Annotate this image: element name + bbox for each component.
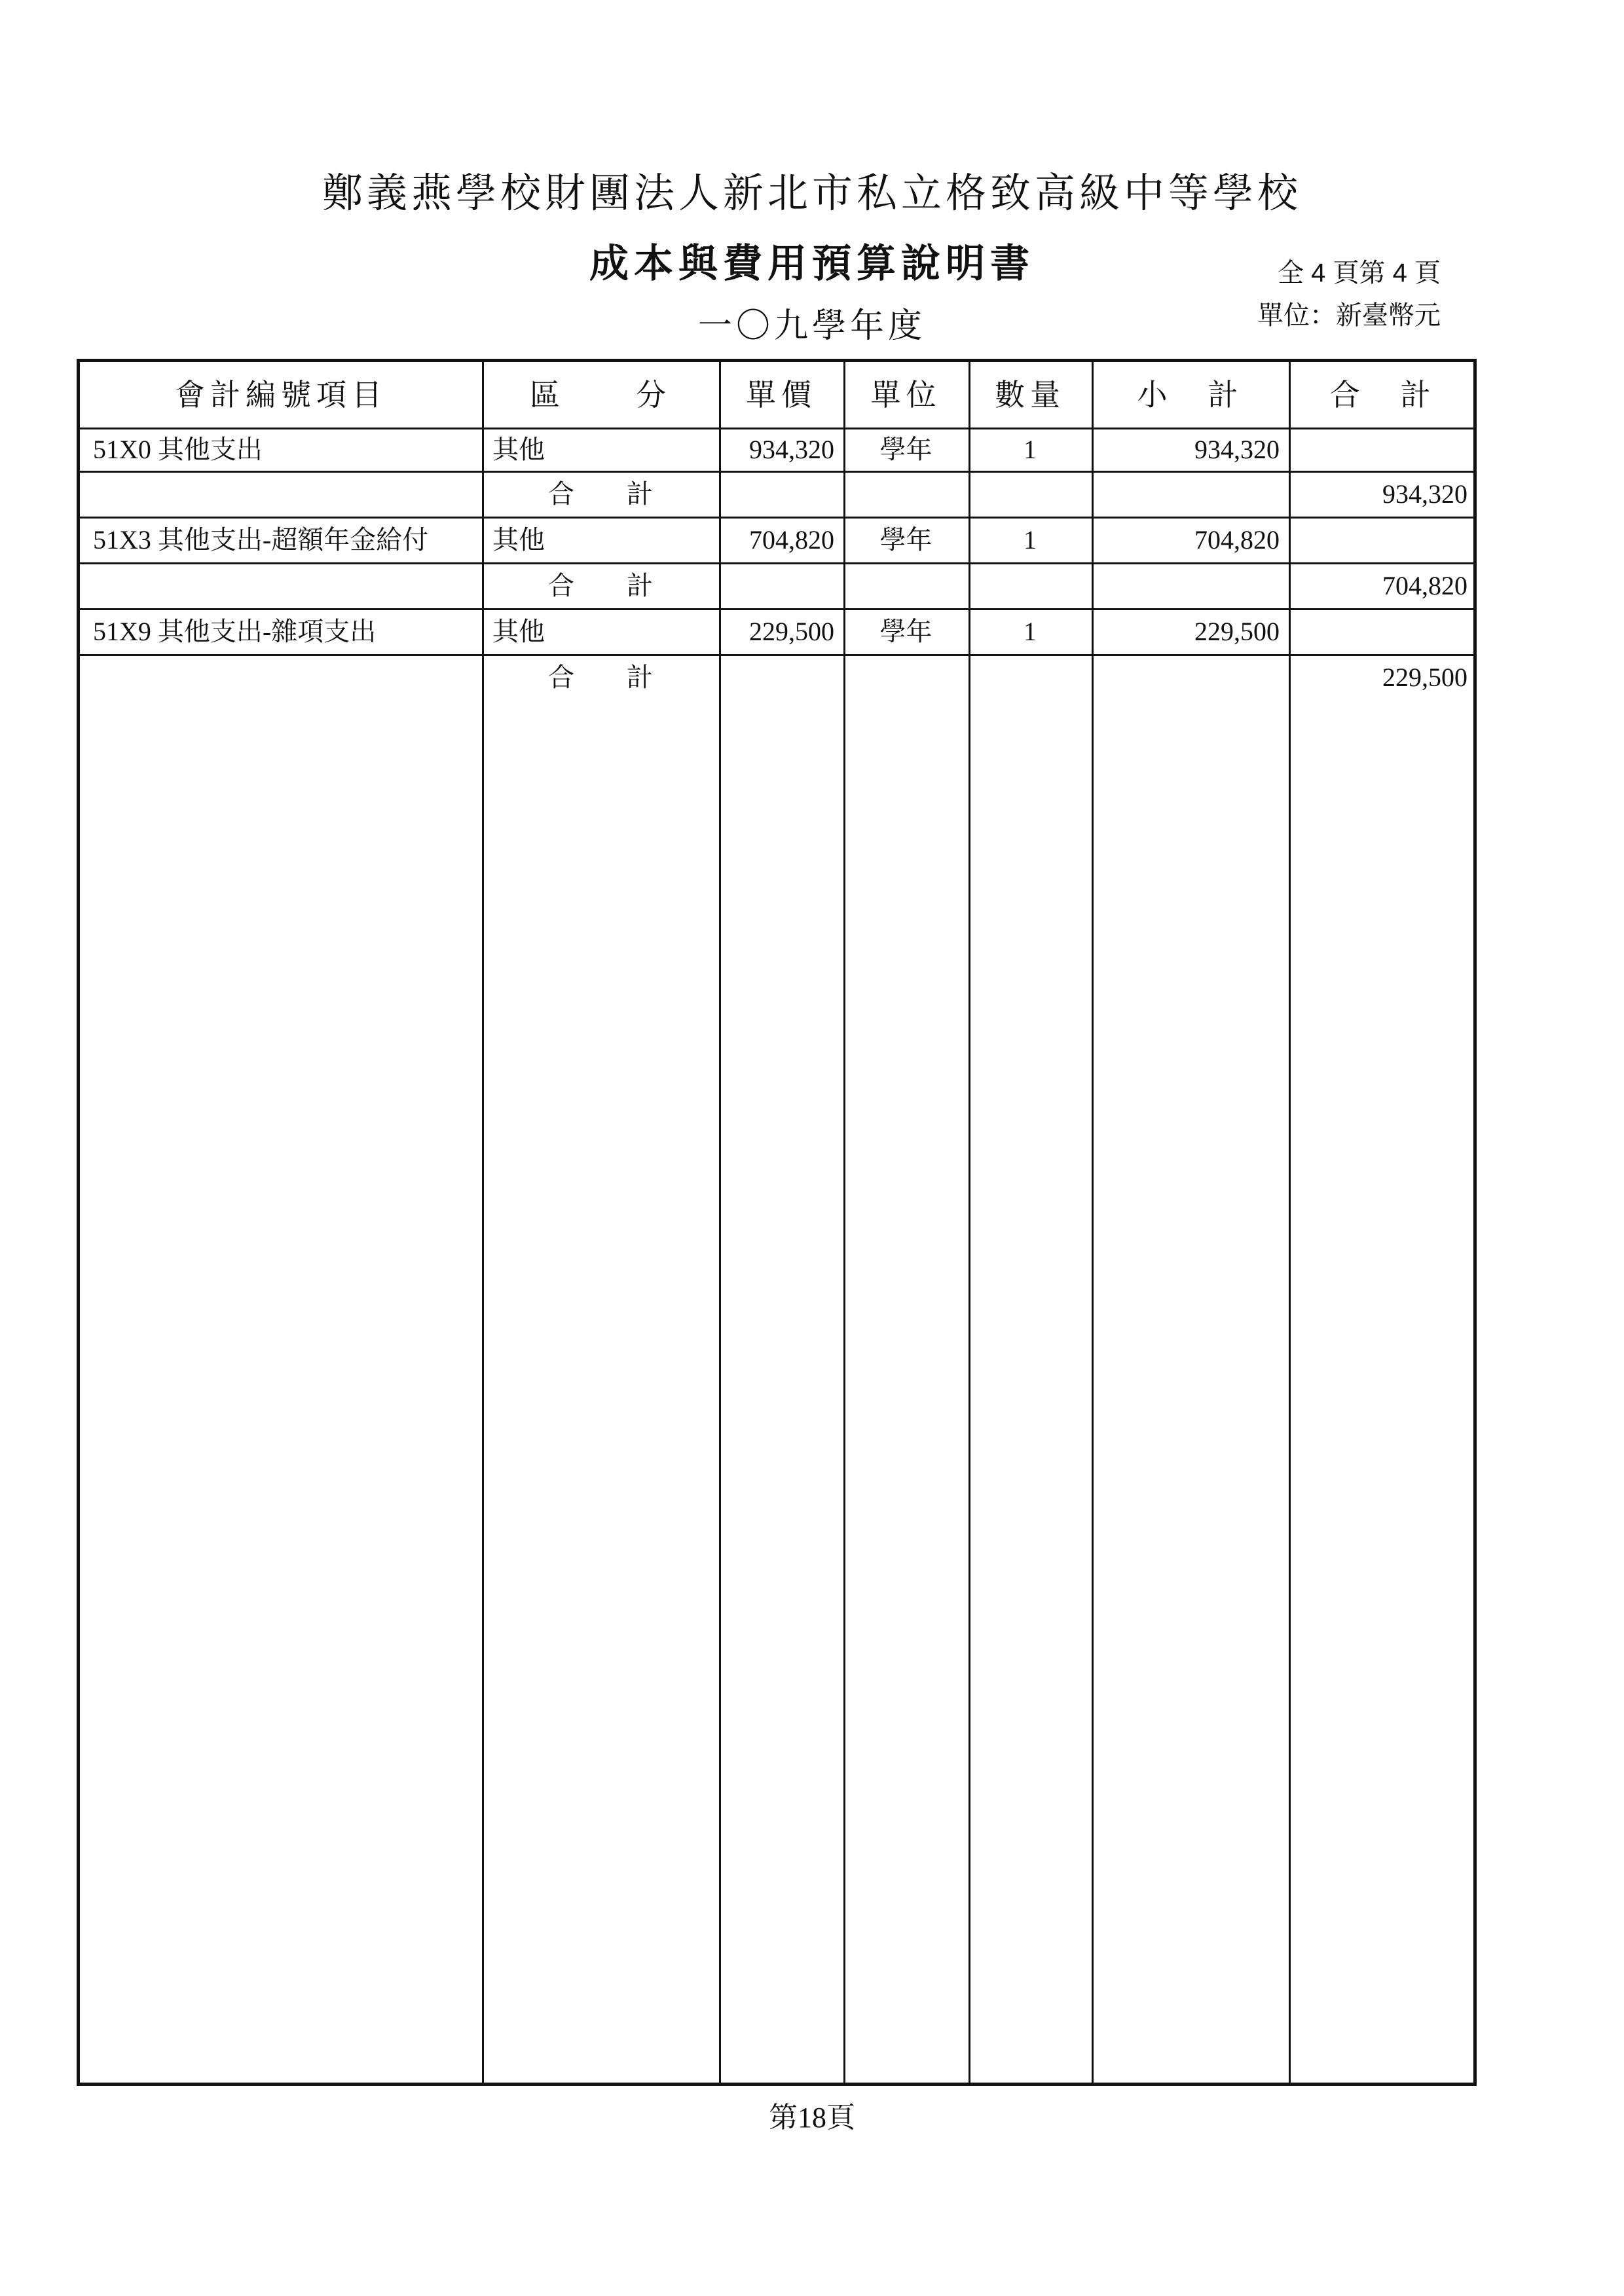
row-divider	[80, 654, 1473, 656]
document-title: 鄭義燕學校財團法人新北市私立格致高級中等學校	[322, 169, 1302, 217]
page-number: 第18頁	[769, 2102, 855, 2134]
table-cell-category: 其他	[492, 617, 545, 646]
row-divider	[80, 608, 1473, 610]
table-cell-item: 51X9 其他支出-雜項支出	[93, 617, 377, 646]
table-cell-item: 51X3 其他支出-超額年金給付	[93, 525, 429, 555]
row-divider	[80, 428, 1473, 429]
table-cell-total: 229,500	[1382, 663, 1467, 692]
column-header: 會計編號項目	[175, 378, 387, 412]
table-cell-subtotal: 229,500	[1194, 617, 1280, 646]
column-header: 小 計	[1137, 378, 1244, 412]
column-divider	[482, 362, 484, 2083]
column-header: 單位	[870, 378, 942, 412]
table-cell-unit: 學年	[879, 525, 932, 555]
column-header: 數量	[995, 378, 1065, 412]
document-subtitle: 成本與費用預算說明書	[589, 241, 1035, 287]
table-cell-total: 934,320	[1382, 479, 1467, 509]
column-header: 單價	[746, 378, 817, 412]
column-header: 合 計	[1329, 378, 1436, 412]
table-cell-unit: 學年	[879, 435, 932, 464]
column-divider	[1289, 362, 1291, 2083]
table-cell-category: 合 計	[548, 479, 653, 509]
page-info: 全 4 頁第 4 頁	[1278, 259, 1441, 287]
table-cell-category: 合 計	[548, 571, 653, 600]
table-cell-total: 704,820	[1382, 571, 1467, 600]
table-cell-item: 51X0 其他支出	[93, 435, 263, 464]
row-divider	[80, 517, 1473, 519]
table-cell-unit: 學年	[879, 617, 932, 646]
table-cell-subtotal: 704,820	[1194, 525, 1280, 555]
table-cell-quantity: 1	[1024, 435, 1037, 464]
row-divider	[80, 562, 1473, 564]
table-cell-category: 合 計	[548, 663, 653, 692]
table-cell-quantity: 1	[1024, 525, 1037, 555]
unit-info: 單位：新臺幣元	[1257, 301, 1441, 330]
table-cell-unit-price: 229,500	[749, 617, 834, 646]
row-divider	[80, 471, 1473, 473]
table-cell-category: 其他	[492, 435, 545, 464]
table-cell-subtotal: 934,320	[1194, 435, 1280, 464]
fiscal-year: 一〇九學年度	[697, 306, 926, 346]
table-cell-quantity: 1	[1024, 617, 1037, 646]
budget-table	[77, 359, 1477, 2086]
table-cell-unit-price: 704,820	[749, 525, 834, 555]
table-cell-unit-price: 934,320	[749, 435, 834, 464]
column-header: 區 分	[530, 378, 671, 412]
table-cell-category: 其他	[492, 525, 545, 555]
